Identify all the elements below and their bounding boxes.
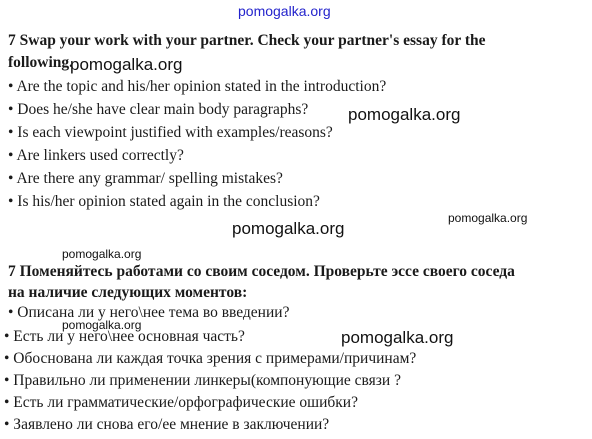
list-item: • Is his/her opinion stated again in the conclusion? — [8, 193, 320, 210]
watermark-top: pomogalka.org — [238, 3, 331, 19]
russian-heading-line1: 7 Поменяйтесь работами со своим соседом. Проверьте эссе своего соседа — [8, 263, 515, 280]
list-item: • Are the topic and his/her opinion stated in the introduction? — [8, 78, 387, 95]
list-item: • Does he/she have clear main body paragraphs? — [8, 101, 309, 118]
watermark: pomogalka.org — [341, 328, 454, 347]
english-heading-line2: following. — [8, 54, 74, 71]
list-item: • Правильно ли применении линкеры(компонующие связи ? — [4, 372, 401, 389]
list-item: • Are there any grammar/ spelling mistakes? — [8, 170, 283, 187]
watermark: pomogalka.org — [62, 318, 142, 332]
watermark: pomogalka.org — [62, 247, 142, 261]
watermark: pomogalka.org — [232, 219, 345, 238]
list-item: • Заявлено ли снова его/ее мнение в заключении? — [4, 416, 330, 433]
watermark: pomogalka.org — [70, 55, 183, 74]
list-item: • Есть ли грамматические/орфографические ошибки? — [4, 394, 358, 411]
list-item: • Обоснована ли каждая точка зрения с примерами/причинам? — [4, 350, 417, 367]
list-item: • Are linkers used correctly? — [8, 147, 184, 164]
list-item: • Есть ли у него\нее основная часть? — [4, 328, 245, 345]
russian-heading-line2: на наличие следующих моментов: — [8, 284, 248, 301]
list-item: • Is each viewpoint justified with examples/reasons? — [8, 124, 333, 141]
list-item: • Описана ли у него\нее тема во введении? — [8, 304, 290, 321]
watermark: pomogalka.org — [448, 211, 528, 225]
english-heading-line1: 7 Swap your work with your partner. Check your partner's essay for the — [8, 32, 486, 49]
watermark: pomogalka.org — [348, 105, 461, 124]
